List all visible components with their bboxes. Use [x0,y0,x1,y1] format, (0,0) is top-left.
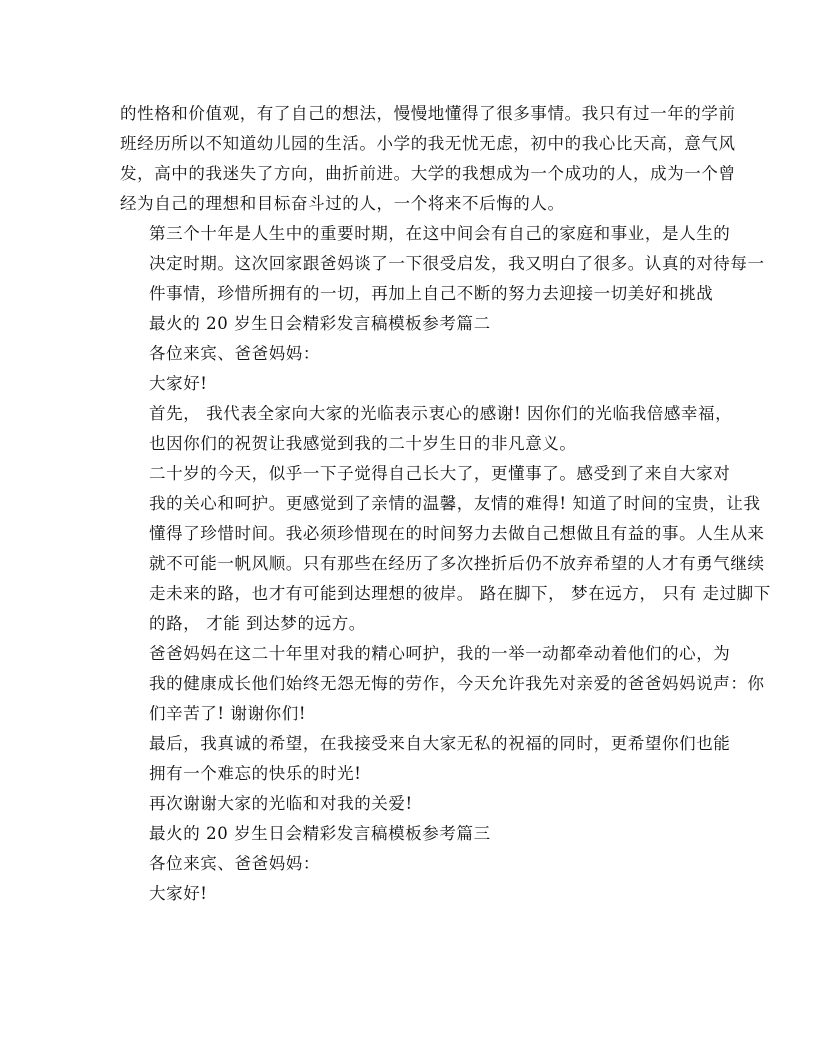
text-line: 爸爸妈妈在这二十年里对我的精心呵护，我的一举一动都牵动着他们的心，为 [149,644,731,663]
text-line: 最后，我真诚的希望，在我接受来自大家无私的祝福的同时，更希望你们也能 [149,734,731,753]
paragraph [120,879,700,909]
paragraph [120,309,700,339]
text-line: 各位来宾、爸爸妈妈： [149,854,320,873]
paragraph [120,369,700,399]
text-line: 大家好! [149,374,208,393]
paragraph [120,99,736,219]
paragraph [120,789,700,819]
text-line: 大家好! [149,884,208,903]
paragraph [120,339,700,369]
text-line: 发，高中的我迷失了方向，曲折前进。大学的我想成为一个成功的人，成为一个曾 [120,164,736,183]
text-line: 再次谢谢大家的光临和对我的关爱! [149,794,413,813]
text-line: 走未来的路，也才有可能到达理想的彼岸。 路在脚下， 梦在远方， 只有 走过脚下 [149,584,771,603]
text-line: 我的关心和呵护。更感觉到了亲情的温馨，友情的难得! 知道了时间的宝贵，让我 [149,494,761,513]
paragraph [120,219,765,309]
text-line: 们辛苦了! 谢谢你们! [149,704,307,723]
text-line: 拥有一个难忘的快乐的时光! [149,764,362,783]
text-line: 也因你们的祝贺让我感觉到我的二十岁生日的非凡意义。 [149,434,577,453]
paragraph [120,849,700,879]
paragraph [120,639,765,729]
paragraph [120,459,771,639]
paragraph [120,819,700,849]
text-line: 各位来宾、爸爸妈妈： [149,344,320,363]
text-line: 最火的 20 岁生日会精彩发言稿模板参考篇三 [149,824,491,843]
text-line: 我的健康成长他们始终无怨无悔的劳作，今天允许我先对亲爱的爸爸妈妈说声：你 [149,674,765,693]
text-line: 首先， 我代表全家向大家的光临表示衷心的感谢! 因你们的光临我倍感幸福， [149,404,733,423]
text-line: 的路， 才能 到达梦的远方。 [149,614,366,633]
text-line: 件事情，珍惜所拥有的一切，再加上自己不断的努力去迎接一切美好和挑战 [149,284,714,303]
text-line: 决定时期。这次回家跟爸妈谈了一下很受启发，我又明白了很多。认真的对待每一 [149,254,765,273]
text-line: 经为自己的理想和目标奋斗过的人，一个将来不后悔的人。 [120,194,565,213]
paragraph [120,729,731,789]
text-line: 第三个十年是人生中的重要时期，在这中间会有自己的家庭和事业，是人生的 [149,224,731,243]
paragraph [120,399,733,459]
text-line: 二十岁的今天，似乎一下子觉得自己长大了，更懂事了。感受到了来自大家对 [149,464,731,483]
text-line: 的性格和价值观，有了自己的想法，慢慢地懂得了很多事情。我只有过一年的学前 [120,104,736,123]
document-body [120,99,771,909]
text-line: 班经历所以不知道幼儿园的生活。小学的我无忧无虑，初中的我心比天高，意气风 [120,134,736,153]
text-line: 就不可能一帆风顺。只有那些在经历了多次挫折后仍不放弃希望的人才有勇气继续 [149,554,765,573]
text-line: 懂得了珍惜时间。我必须珍惜现在的时间努力去做自己想做且有益的事。人生从来 [149,524,765,543]
text-line: 最火的 20 岁生日会精彩发言稿模板参考篇二 [149,314,491,333]
